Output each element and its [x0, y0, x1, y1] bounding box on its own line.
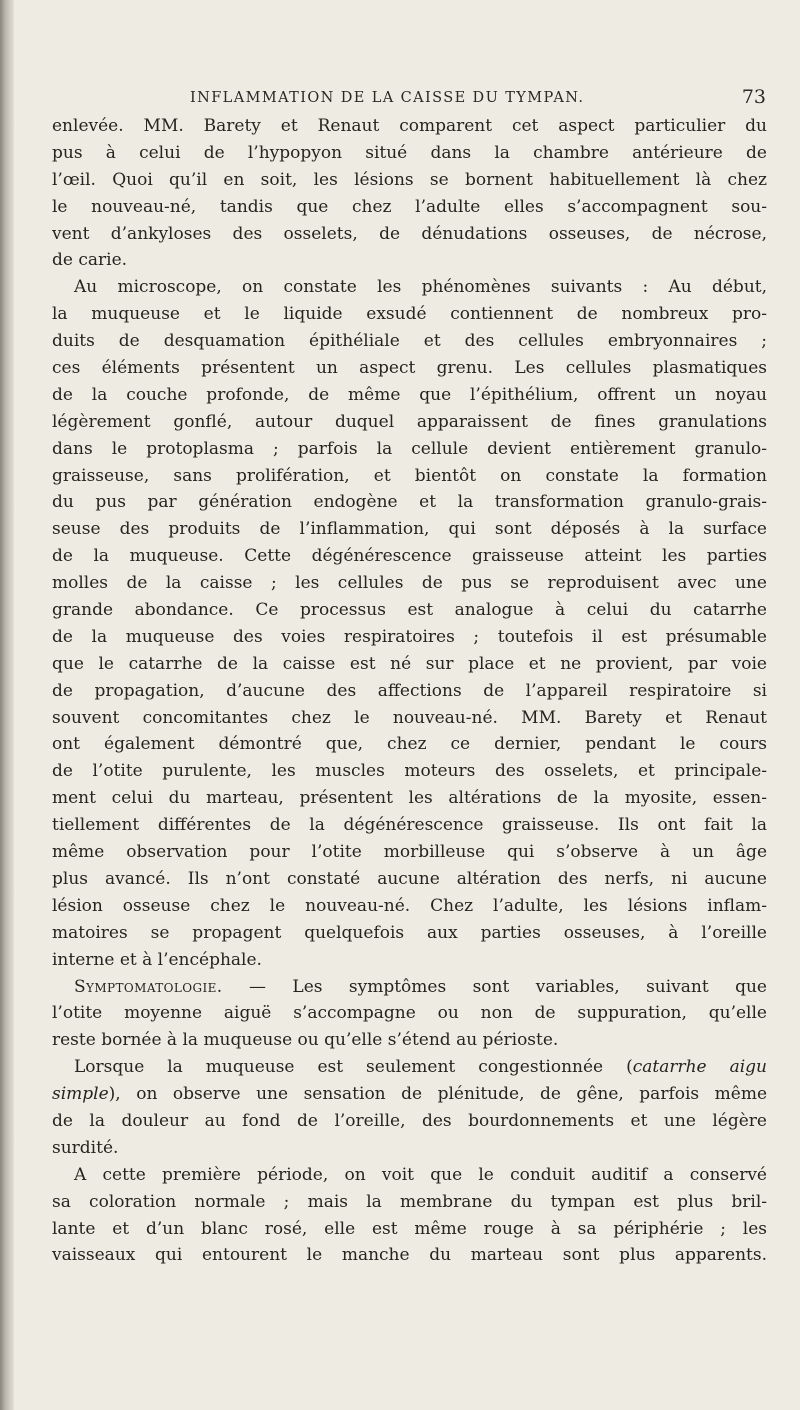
text-line: pus à celui de l’hypopyon situé dans la chambre antérieure de: [52, 142, 767, 163]
italic-term: simple: [52, 1084, 109, 1105]
body-text: [52, 113, 767, 1269]
text-line: de la couche profonde, de même que l’épithélium, offrent un noyau: [52, 384, 767, 405]
text-line: A cette première période, on voit que le conduit auditif a conservé: [74, 1164, 767, 1185]
text-line: dans le protoplasma ; parfois la cellule devient entièrement granulo-: [52, 438, 767, 459]
text-line: vaisseaux qui entourent le manche du marteau sont plus apparents.: [52, 1245, 767, 1266]
text-line: que le catarrhe de la caisse est né sur place et ne provient, par voie: [52, 653, 767, 674]
running-title: INFLAMMATION DE LA CAISSE DU TYMPAN.: [190, 90, 585, 106]
text-line: [52, 1054, 767, 1081]
running-head: [56, 86, 766, 114]
text-line: ces éléments présentent un aspect grenu. Les cellules plasmatiques: [52, 358, 767, 379]
text-line: graisseuse, sans prolifération, et bientôt on constate la formation: [52, 465, 767, 486]
text-line: la muqueuse et le liquide exsudé contiennent de nombreux pro-: [52, 304, 767, 325]
text-line: [52, 974, 767, 1001]
paragraph: [52, 974, 767, 1055]
text-line: de l’otite purulente, les muscles moteurs des osselets, et principale-: [52, 761, 767, 782]
text-line: l’œil. Quoi qu’il en soit, les lésions se bornent habituellement là chez: [52, 169, 767, 190]
text-line: reste bornée à la muqueuse ou qu’elle s’étend au périoste.: [52, 1030, 559, 1051]
text-line: l’otite moyenne aiguë s’accompagne ou non de suppuration, qu’elle: [52, 1003, 767, 1024]
text-line: interne et à l’encéphale.: [52, 949, 262, 970]
text-line: enlevée. MM. Barety et Renaut comparent cet aspect particulier du: [52, 116, 767, 136]
text-line: [52, 1081, 767, 1108]
text-line: le nouveau-né, tandis que chez l’adulte elles s’accompagnent sou-: [52, 196, 767, 217]
page-number: 73: [741, 86, 766, 108]
text-line: ment celui du marteau, présentent les altérations de la myosite, essen-: [52, 788, 767, 809]
text-line: matoires se propagent quelquefois aux parties osseuses, à l’oreille: [52, 922, 767, 943]
italic-term: catarrhe aigu: [632, 1057, 767, 1078]
text-line: du pus par génération endogène et la transformation granulo-grais-: [52, 492, 767, 513]
text-line: lante et d’un blanc rosé, elle est même rouge à sa périphérie ; les: [52, 1218, 767, 1239]
text-line: seuse des produits de l’inflammation, qui sont déposés à la surface: [52, 519, 767, 540]
text-line: lésion osseuse chez le nouveau-né. Chez l’adulte, les lésions inflam-: [52, 895, 767, 916]
paragraph: [52, 1054, 767, 1162]
text-line: plus avancé. Ils n’ont constaté aucune altération des nerfs, ni aucune: [52, 868, 767, 889]
section-heading: Symptomatologie.: [74, 976, 223, 997]
text-line: souvent concomitantes chez le nouveau-né. MM. Barety et Renaut: [52, 707, 767, 728]
text-line: molles de la caisse ; les cellules de pus se reproduisent avec une: [52, 573, 767, 594]
text-line: vent d’ankyloses des osselets, de dénudations osseuses, de nécrose,: [52, 223, 767, 244]
text-line: duits de desquamation épithéliale et des cellules embryonnaires ;: [52, 331, 767, 352]
text-line: sa coloration normale ; mais la membrane du tympan est plus bril-: [52, 1191, 767, 1212]
text-fragment: — Les symptômes sont variables, suivant que: [222, 976, 767, 997]
paragraph: [52, 274, 767, 973]
text-line: tiellement différentes de la dégénérescence graisseuse. Ils ont fait la: [52, 815, 767, 836]
text-line: Au microscope, on constate les phénomènes suivants : Au début,: [74, 277, 767, 298]
text-line: surdité.: [52, 1137, 119, 1158]
text-line: de la muqueuse. Cette dégénérescence graisseuse atteint les parties: [52, 546, 767, 567]
text-line: grande abondance. Ce processus est analogue à celui du catarrhe: [52, 600, 767, 621]
page-binding-edge: [0, 0, 14, 1410]
text-line: même observation pour l’otite morbilleuse qui s’observe à un âge: [52, 842, 767, 863]
text-fragment: Lorsque la muqueuse est seulement congestionnée (: [74, 1057, 633, 1078]
text-line: de carie.: [52, 250, 128, 271]
text-line: légèrement gonflé, autour duquel apparaissent de fines granulations: [52, 411, 767, 432]
text-fragment: ), on observe une sensation de plénitude, de gêne, parfois même: [108, 1084, 767, 1105]
text-line: de la muqueuse des voies respiratoires ; toutefois il est présumable: [52, 626, 767, 647]
text-line: de la douleur au fond de l’oreille, des bourdonnements et une légère: [52, 1110, 767, 1131]
text-line: ont également démontré que, chez ce dernier, pendant le cours: [52, 734, 767, 755]
text-line: de propagation, d’aucune des affections de l’appareil respiratoire si: [52, 680, 767, 701]
paragraph: [52, 1162, 767, 1270]
paragraph: [52, 113, 767, 274]
